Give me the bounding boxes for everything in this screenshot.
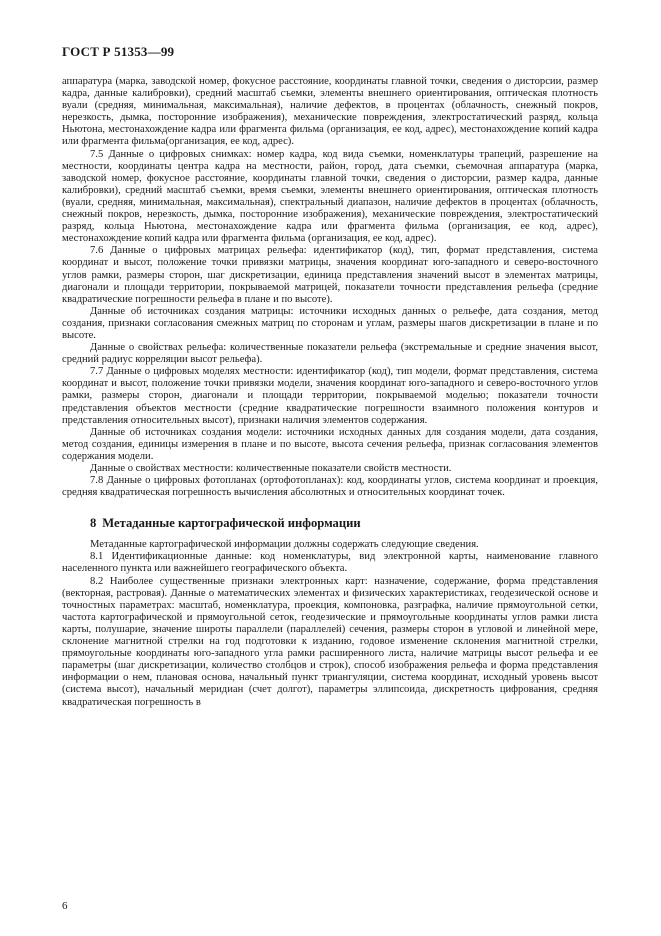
- paragraph: 8.2 Наиболее существенные признаки электронных карт: назначение, содержание, форма представления (векторная, растровая). Данные о математических элементах и физических характеристиках, геодезической основе и точностных параметрах: масштаб, номенклатура, проекция, компоновка, разграфка, наличие прямоугольной сетки, частота картографической и прямоугольной сеток, геодезические и прямоугольные координаты углов рамки листа карты, полушарие, значение широты параллели (параллелей) сечения, размеры сторон в угловой и линейной мере, склонение магнитной стрелки на год подготовки к изданию, годовое изменение склонения магнитной стрелки, прямоугольные координаты юго-западного угла рамки расширенного листа, наличие матрицы высот рельефа и ее параметры (шаг дискретизации, количество столбцов и строк), способ изображения рельефа и форма представления информации о нем, плановая основа, начальный пункт триангуляции, система координат, исходный уровень высот (система высот), начальный меридиан (счет долгот), параметры эллипсоида, дискретность цифрования, средняя квадратическая погрешность в: [62, 575, 598, 708]
- paragraphs-bottom: [62, 539, 598, 708]
- section-title-text: Метаданные картографической информации: [102, 516, 361, 531]
- paragraph: 7.7 Данные о цифровых моделях местности: идентификатор (код), тип модели, формат представления, система координат и высот, положение точки привязки модели, значения координат юго-западного и северо-восточного углов рамки, размеры сторон, диагонали и площади территории, покрываемой моделью; показатели точности представления объектов местности (средние квадратические погрешности взаимного положения контуров и представления относительных высот), признаки наличия элементов содержания.: [62, 366, 598, 426]
- document-body: [62, 76, 598, 709]
- document-header: ГОСТ Р 51353—99: [62, 44, 175, 59]
- paragraph: 7.8 Данные о цифровых фотопланах (ортофотопланах): код, координаты углов, система координат и проекция, средняя квадратическая погрешность вычисления абсолютных и относительных координат точек.: [62, 475, 598, 499]
- paragraph: Метаданные картографической информации должны содержать следующие сведения.: [90, 539, 479, 551]
- paragraph: Данные о свойствах местности: количественные показатели свойств местности.: [90, 463, 452, 474]
- paragraph: Данные об источниках создания модели: источники исходных данных для создания модели, дата создания, метод создания, единицы измерения в плане и по высоте, высота сечения рельефа, признак согласования элементов содержания модели.: [62, 426, 598, 462]
- paragraphs-top: [62, 76, 598, 499]
- paragraph: 7.6 Данные о цифровых матрицах рельефа: идентификатор (код), тип, формат представления, система координат и высот, положение точки привязки матрицы, значения координат юго-западного и северо-восточного углов рамки, размеры сторон, шаг дискретизации, единица представления значений высот в элементах матрицы, диагонали и площади территории, покрываемой матрицей, показатели точности представления рельефа (средние квадратические погрешности рельефа в плане и по высоте).: [62, 245, 598, 305]
- paragraph: аппаратура (марка, заводской номер, фокусное расстояние, координаты главной точки, сведения о дисторсии, размер кадра, данные калибровки), средний масштаб съемки, элементы внешнего ориентирования, оптическая плотность вуали (средняя, минимальная, максимальная), наличие дефектов, в процентах (облачность, снежный покров, нерезкость, дымка, посторонние изображения), механические повреждения, электростатический разряд, кольца Ньютона, местонахождение кадра или фрагмента фильма (организация, ее код, адрес), местонахождение копий кадра или фрагмента фильма(организация, ее код, адрес).: [62, 76, 598, 148]
- paragraph: 8.1 Идентификационные данные: код номенклатуры, вид электронной карты, наименование главного населенного пункта или важнейшего географического объекта.: [62, 551, 598, 575]
- paragraph: Данные об источниках создания матрицы: источники исходных данных о рельефе, дата создания, метод создания, признаки согласования смежных матриц по сторонам и углам, размеры шагов дискретизации в плане и по высоте.: [62, 305, 598, 341]
- paragraph: Данные о свойствах рельефа: количественные показатели рельефа (экстремальные и средние значения высот, средний радиус корреляции высот рельефа).: [62, 342, 598, 366]
- paragraph: 7.5 Данные о цифровых снимках: номер кадра, код вида съемки, номенклатуры трапеций, разрешение на местности, координаты центра кадра на местности, район, город, дата съемки, съемочная аппаратура (марка, заводской номер, фокусное расстояние, координаты главной точки, сведения о дисторсии, размер кадра, данные калибровки), средний масштаб съемки, время съемки, элементы внешнего ориентирования, оптическая плотность (вуали, средняя, минимальная, максимальная), спектральный диапазон, наличие дефектов в процентах (облачность, снежный покров, нерезкость, дымка, посторонние изображения), механические повреждения, электростатический разряд, кольца Ньютона, местонахождение кадра или фрагмента фильма (организация, ее код, адрес), местонахождение копий кадра или фрагмента фильма (организация, ее код, адрес).: [62, 148, 598, 245]
- section-number: 8: [90, 516, 97, 531]
- page-number: 6: [62, 900, 68, 912]
- section-heading: [90, 516, 598, 531]
